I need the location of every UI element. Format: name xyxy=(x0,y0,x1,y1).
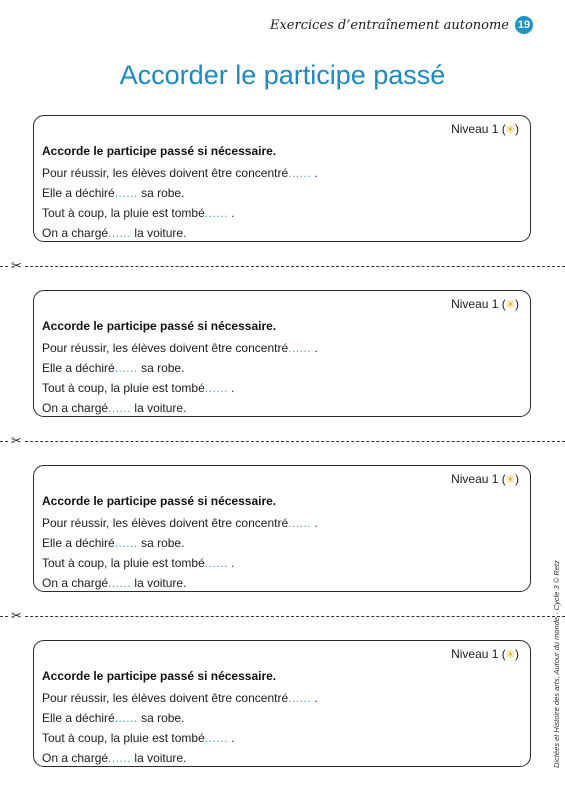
sentence-text: . xyxy=(311,341,318,355)
exercise-card xyxy=(33,640,531,767)
level-text: Niveau 1 ( xyxy=(451,122,506,136)
exercise-sentence xyxy=(42,226,186,240)
sentence-text: Tout à coup, la pluie est tombé xyxy=(42,556,205,570)
dashed-divider xyxy=(0,441,565,442)
sentence-text: On a chargé xyxy=(42,226,109,240)
page-title: Accorder le participe passé xyxy=(119,60,446,90)
exercise-instruction: Accorde le participe passé si nécessaire. xyxy=(42,144,277,158)
level-text: Niveau 1 ( xyxy=(451,297,506,311)
dashed-divider xyxy=(0,266,565,267)
level-close: ) xyxy=(515,297,519,311)
level-close: ) xyxy=(515,647,519,661)
exercise-sentence xyxy=(42,536,184,550)
sentence-text: . xyxy=(311,691,318,705)
answer-blank[interactable]: ...... xyxy=(288,341,312,355)
sentence-text: Elle a déchiré xyxy=(42,711,115,725)
header-text: Exercices d’entraînement autonome xyxy=(269,17,509,33)
exercise-sentence xyxy=(42,576,186,590)
exercise-sentence xyxy=(42,711,184,725)
exercise-sentence xyxy=(42,381,234,395)
sentence-text: la voiture. xyxy=(131,226,187,240)
cut-line xyxy=(0,608,565,623)
cut-line xyxy=(0,258,565,273)
answer-blank[interactable]: ...... xyxy=(288,166,312,180)
sentence-text: On a chargé xyxy=(42,576,109,590)
level-label xyxy=(451,647,519,661)
exercise-card xyxy=(33,115,531,242)
sentence-text: Elle a déchiré xyxy=(42,186,115,200)
sentence-text: la voiture. xyxy=(131,751,187,765)
answer-blank[interactable]: ...... xyxy=(114,361,138,375)
sentence-text: Tout à coup, la pluie est tombé xyxy=(42,381,205,395)
exercise-sentence xyxy=(42,731,234,745)
exercise-instruction: Accorde le participe passé si nécessaire. xyxy=(42,669,277,683)
sentence-text: . xyxy=(311,516,318,530)
star-icon: ✳ xyxy=(505,124,515,136)
level-close: ) xyxy=(515,122,519,136)
exercise-sentence xyxy=(42,186,184,200)
page-header xyxy=(270,16,533,34)
exercise-card xyxy=(33,465,531,592)
sentence-text: sa robe. xyxy=(137,536,185,550)
sentence-text: sa robe. xyxy=(137,361,185,375)
sentence-text: la voiture. xyxy=(131,576,187,590)
answer-blank[interactable]: ...... xyxy=(204,556,228,570)
answer-blank[interactable]: ...... xyxy=(108,226,132,240)
sentence-text: . xyxy=(227,381,235,395)
sentence-text: . xyxy=(227,556,235,570)
exercise-instruction: Accorde le participe passé si nécessaire. xyxy=(42,494,277,508)
answer-blank[interactable]: ...... xyxy=(204,206,228,220)
sentence-text: Tout à coup, la pluie est tombé xyxy=(42,206,205,220)
page-number-badge: 19 xyxy=(515,16,533,34)
sentence-text: Pour réussir, les élèves doivent être concentré xyxy=(42,341,289,355)
exercise-instruction: Accorde le participe passé si nécessaire. xyxy=(42,319,277,333)
sentence-text: . xyxy=(227,206,235,220)
sentence-text: Pour réussir, les élèves doivent être concentré xyxy=(42,516,289,530)
cut-line xyxy=(0,433,565,448)
exercise-sentence xyxy=(42,751,186,765)
answer-blank[interactable]: ...... xyxy=(288,691,312,705)
exercise-sentence xyxy=(42,361,184,375)
exercise-sentence xyxy=(42,206,234,220)
answer-blank[interactable]: ...... xyxy=(108,751,132,765)
star-icon: ✳ xyxy=(505,299,515,311)
sidebar-credit: Dictées et Histoire des arts, Autour du monde · Cycle 3 © Retz xyxy=(552,560,561,768)
level-close: ) xyxy=(515,472,519,486)
sentence-text: sa robe. xyxy=(137,186,185,200)
answer-blank[interactable]: ...... xyxy=(114,536,138,550)
sentence-text: la voiture. xyxy=(131,401,187,415)
sentence-text: Elle a déchiré xyxy=(42,536,115,550)
level-label xyxy=(451,122,519,136)
dashed-divider xyxy=(0,616,565,617)
sentence-text: Pour réussir, les élèves doivent être concentré xyxy=(42,166,289,180)
exercise-sentence xyxy=(42,166,318,180)
level-text: Niveau 1 ( xyxy=(451,472,506,486)
sentence-text: On a chargé xyxy=(42,401,109,415)
star-icon: ✳ xyxy=(505,649,515,661)
sentence-text: On a chargé xyxy=(42,751,109,765)
exercise-sentence xyxy=(42,341,318,355)
sentence-text: . xyxy=(227,731,235,745)
level-label xyxy=(451,297,519,311)
exercise-card xyxy=(33,290,531,417)
sentence-text: Pour réussir, les élèves doivent être concentré xyxy=(42,691,289,705)
exercise-sentence xyxy=(42,401,186,415)
answer-blank[interactable]: ...... xyxy=(204,381,228,395)
sentence-text: Tout à coup, la pluie est tombé xyxy=(42,731,205,745)
answer-blank[interactable]: ...... xyxy=(114,711,138,725)
sentence-text: . xyxy=(311,166,318,180)
answer-blank[interactable]: ...... xyxy=(204,731,228,745)
sentence-text: sa robe. xyxy=(137,711,185,725)
sentence-text: Elle a déchiré xyxy=(42,361,115,375)
exercise-sentence xyxy=(42,556,234,570)
answer-blank[interactable]: ...... xyxy=(288,516,312,530)
scissors-icon: ✂ xyxy=(11,608,22,623)
level-text: Niveau 1 ( xyxy=(451,647,506,661)
exercise-sentence xyxy=(42,691,318,705)
level-label xyxy=(451,472,519,486)
answer-blank[interactable]: ...... xyxy=(108,576,132,590)
star-icon: ✳ xyxy=(505,474,515,486)
exercise-sentence xyxy=(42,516,318,530)
scissors-icon: ✂ xyxy=(11,433,22,448)
scissors-icon: ✂ xyxy=(11,258,22,273)
answer-blank[interactable]: ...... xyxy=(114,186,138,200)
answer-blank[interactable]: ...... xyxy=(108,401,132,415)
